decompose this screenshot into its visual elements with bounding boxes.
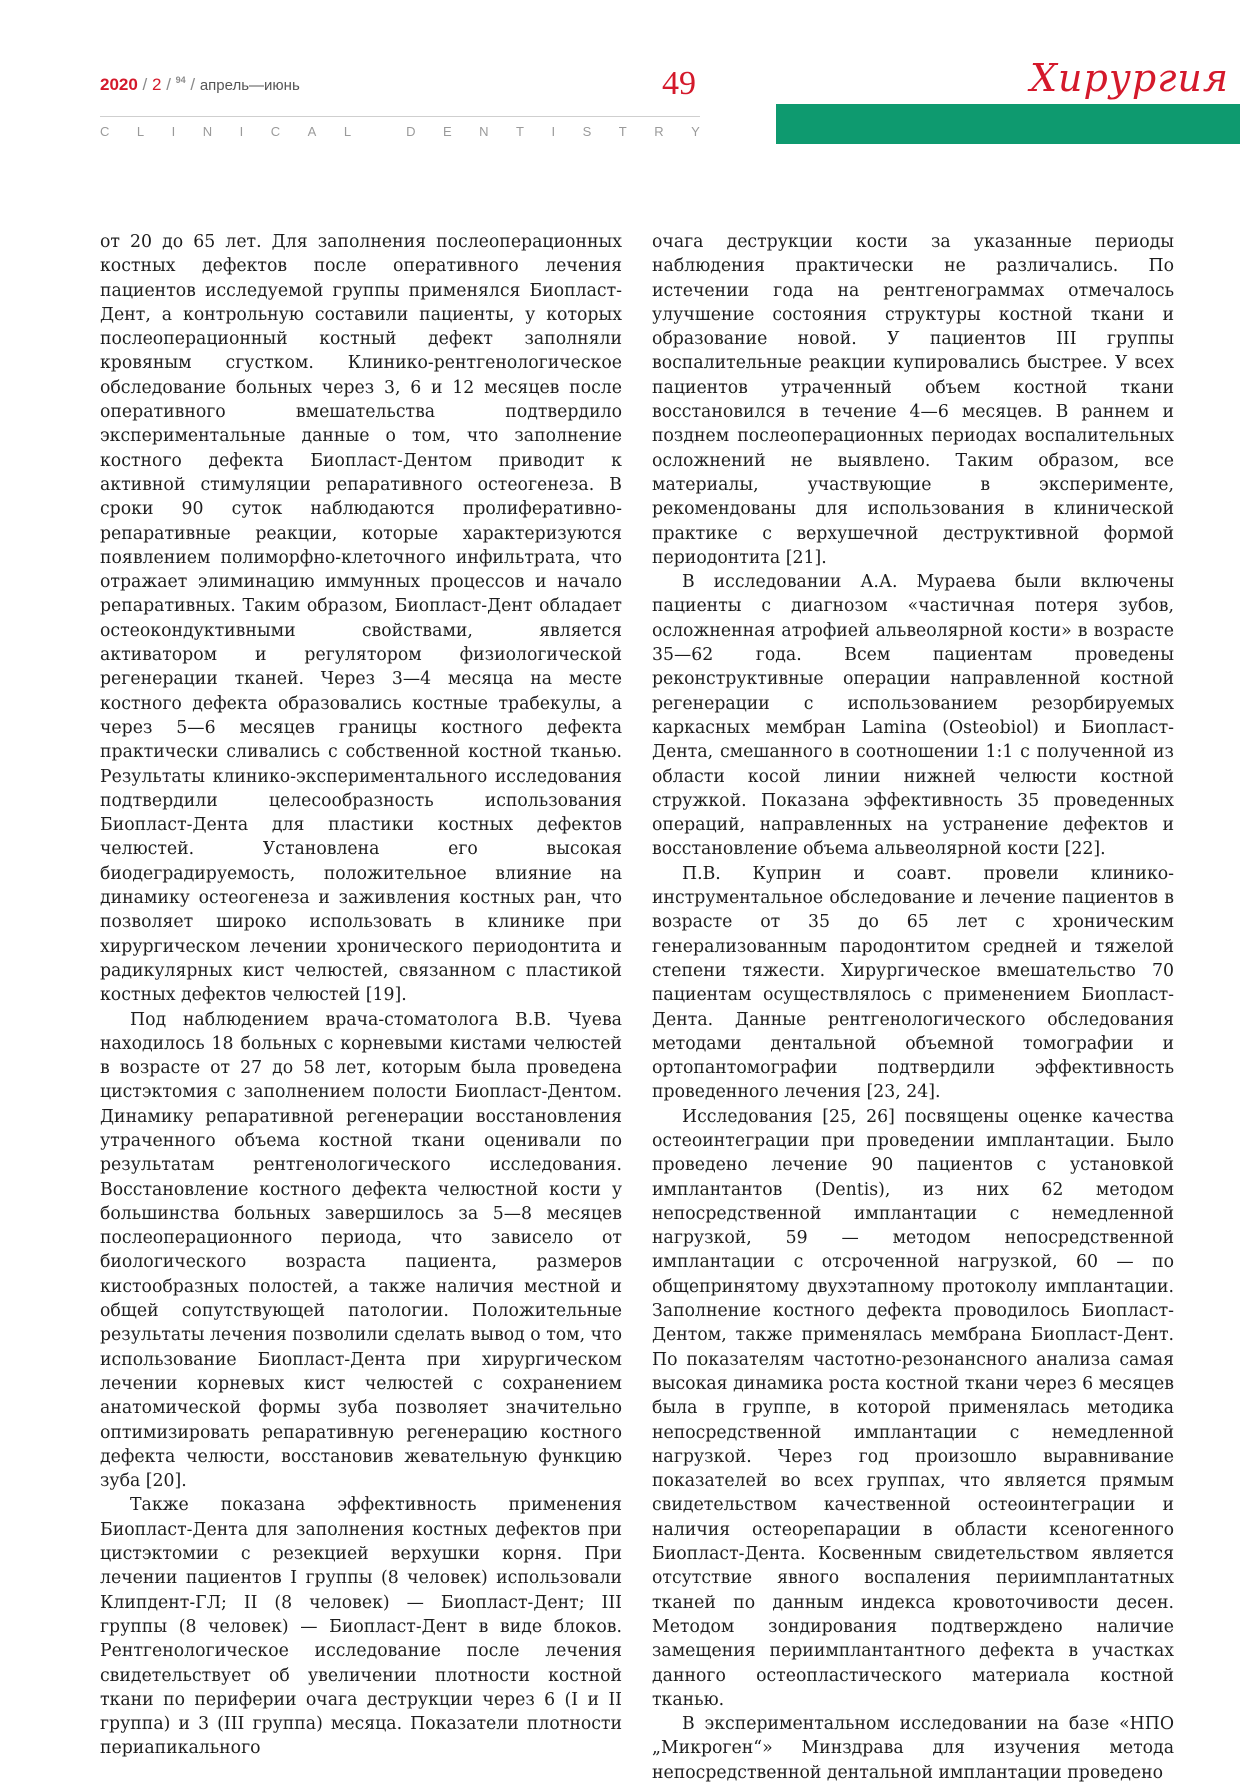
paragraph: от 20 до 65 лет. Для заполнения послеоперационных костных дефектов после оперативного лечения пациентов исследуемой группы применялся Биопласт-Дент, а контрольную составили пациенты, у которых послеоперационный костный дефект заполняли кровяным сгустком. Клинико-рентгенологическое обследование больных через 3, 6 и 12 месяцев после оперативного вмешательства подтвердило экспериментальные данные о том, что заполнение костного дефекта Биопласт-Дентом приводит к активной стимуляции репаративного остеогенеза. В сроки 90 суток наблюдаются пролиферативно-репаративные реакции, которые характеризуются появлением полиморфно-клеточного инфильтрата, что отражает элиминацию иммунных процессов и начало репаративных. Таким образом, Биопласт-Дент обладает остеокондуктивными свойствами, является активатором и регулятором физиологической регенерации тканей. Через 3—4 месяца на месте костного дефекта образовались костные трабекулы, а через 5—6 месяцев границы костного дефекта практически сливались с собственной костной тканью. Результаты клинико-экспериментального исследования подтвердили целесообразность использования Биопласт-Дента для пластики костных дефектов челюстей. Установлена его высокая биодеградируемость, положительное влияние на динамику остеогенеза и заживления костных ран, что позволяет широко использовать в клинике при хирургическом лечении хронического периодонтита и радикулярных кист челюстей, связанном с пластикой костных дефектов челюстей [19].: [100, 232, 622, 1006]
paragraph: очага деструкции кости за указанные периоды наблюдения практически не различались. По истечении года на рентгенограммах отмечалось улучшение состояния структуры костной ткани и образование новой. У пациентов III группы воспалительные реакции купировались быстрее. У всех пациентов утраченный объем костной ткани восстановился в течение 4—6 месяцев. В раннем и позднем послеоперационных периодах воспалительных осложнений не выявлено. Таким образом, все материалы, участвующие в эксперименте, рекомендованы для использования в клинической практике с верхушечной деструктивной формой периодонтита [21].: [652, 232, 1174, 568]
section-band: [776, 104, 1240, 144]
issue-year: 2020: [100, 75, 138, 94]
journal-letter: N: [479, 124, 489, 139]
issue-total-number: 94: [175, 75, 186, 85]
journal-letter: E: [442, 124, 452, 139]
section-title: Хирургия: [1030, 56, 1230, 100]
journal-letter: C: [270, 124, 281, 139]
journal-letter: C: [100, 124, 110, 139]
journal-letter: T: [618, 124, 627, 139]
page-number: 49: [662, 65, 696, 102]
header-divider: [100, 116, 700, 117]
paragraph: Исследования [25, 26] посвящены оценке качества остеоинтеграции при проведении имплантации. Было проведено лечение 90 пациентов с установкой имплантантов (Dentis), из них 62 методом непосредственной имплантации с немедленной нагрузкой, 59 — методом непосредственной имплантации с отсроченной нагрузкой, 60 — по общепринятому двухэтапному протоколу имплантации. Заполнение костного дефекта проводилось Биопласт-Дентом, также применялась мембрана Биопласт-Дент. По показателям частотно-резонансного анализа самая высокая динамика роста костной ткани через 6 месяцев была в группе, в которой применялась методика непосредственной имплантации с немедленной нагрузкой. Через год произошло выравнивание показателей во всех группах, что является прямым свидетельством качественной остеоинтеграции и наличия остеорепарации в области ксеногенного Биопласт-Дента. Косвенным свидетельством является отсутствие явного воспаления периимплантатных тканей по данным индекса кровоточивости десен. Методом зондирования подтверждено наличие замещения периимплантантного дефекта в участках данного остеопластического материала костной тканью.: [652, 1106, 1174, 1710]
journal-letter: R: [654, 124, 664, 139]
journal-letter: I: [239, 124, 244, 139]
left-column: [100, 230, 622, 1761]
paragraph: В экспериментальном исследовании на базе «НПО „Микроген“» Минздрава для изучения метода непосредственной дентальной имплантации проведено: [652, 1714, 1174, 1783]
journal-letter: I: [171, 124, 176, 139]
journal-letter: L: [343, 124, 352, 139]
issue-separator: /: [185, 75, 200, 94]
journal-letter: L: [136, 124, 145, 139]
journal-letter: A: [307, 124, 317, 139]
paragraph: В исследовании А.А. Мураева были включены пациенты с диагнозом «частичная потеря зубов, осложненная атрофией альвеолярной кости» в возрасте 35—62 года. Всем пациентам проведены реконструктивные операции направленной костной регенерации с использованием резорбируемых каркасных мембран Lamina (Osteobiol) и Биопласт-Дента, смешанного в соотношении 1:1 с полученной из области косой линии нижней челюсти костной стружкой. Показана эффективность 35 проведенных операций, направленных на устранение дефектов и восстановление объема альвеолярной кости [22].: [652, 572, 1174, 860]
journal-letter: I: [551, 124, 556, 139]
paragraph: П.В. Куприн и соавт. провели клинико-инструментальное обследование и лечение пациентов в возрасте от 35 до 65 лет с хроническим генерализованным пародонтитом средней и тяжелой степени тяжести. Хирургическое вмешательство 70 пациентам осуществлялось с применением Биопласт-Дента. Данные рентгенологического обследования методами дентальной объемной томографии и ортопантомографии подтвердили эффективность проведенного лечения [23, 24].: [652, 863, 1174, 1103]
paragraph: Под наблюдением врача-стоматолога В.В. Чуева находилось 18 больных с корневыми кистами челюстей в возрасте от 27 до 58 лет, которым была проведена цистэктомия с заполнением полости Биопласт-Дентом. Динамику репаративной регенерации восстановления утраченного объема костной ткани оценивали по результатам рентгенологического исследования. Восстановление костного дефекта челюстной кости у большинства больных завершилось за 5—8 месяцев послеоперационного периода, что зависело от биологического возраста пациента, размеров кистообразных полостей, а также наличия местной и общей сопутствующей патологии. Положительные результаты лечения позволили сделать вывод о том, что использование Биопласт-Дента при хирургическом лечении корневых кист челюстей с сохранением анатомической формы зуба позволяет значительно оптимизировать репаративную регенерацию костного дефекта челюсти, восстановив жевательную функцию зуба [20].: [100, 1009, 622, 1492]
journal-letter: Y: [691, 124, 700, 139]
issue-separator: /: [137, 75, 152, 94]
issue-season: апрель—июнь: [199, 77, 300, 94]
journal-letter: N: [202, 124, 213, 139]
right-column: [652, 230, 1174, 1785]
journal-letter: D: [406, 124, 416, 139]
issue-number: 2: [152, 75, 162, 94]
paragraph: Также показана эффективность применения Биопласт-Дента для заполнения костных дефектов при цистэктомии с резекцией верхушки корня. При лечении пациентов I группы (8 человек) использовали Клипдент-ГЛ; II (8 человек) — Биопласт-Дент; III группы (8 человек) — Биопласт-Дент в виде блоков. Рентгенологическое исследование после лечения свидетельствует об увеличении плотности костной ткани по периферии очага деструкции через 6 (I и II группа) и 3 (III группа) месяца. Показатели плотности периапикального: [100, 1495, 622, 1759]
journal-letter: T: [516, 124, 524, 139]
journal-letter: S: [582, 124, 592, 139]
issue-info: [100, 70, 300, 96]
journal-name: [100, 124, 700, 140]
issue-separator: /: [161, 75, 176, 94]
